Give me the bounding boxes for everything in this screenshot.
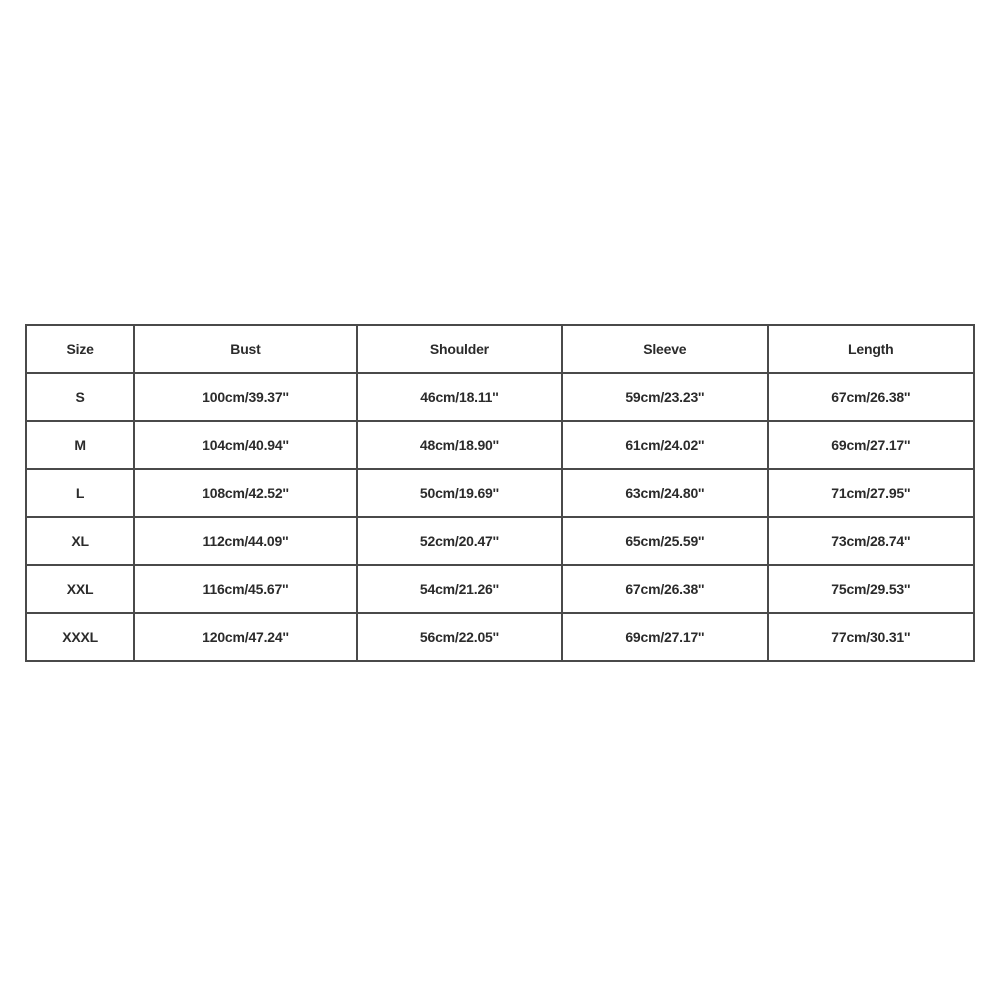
table-row: [26, 517, 974, 565]
cell-length: 75cm/29.53'': [768, 565, 974, 613]
cell-sleeve: 67cm/26.38'': [562, 565, 767, 613]
cell-sleeve: 69cm/27.17'': [562, 613, 767, 661]
table-header-row: [26, 325, 974, 373]
cell-bust: 100cm/39.37'': [134, 373, 356, 421]
cell-size: XXXL: [26, 613, 134, 661]
cell-shoulder: 52cm/20.47'': [357, 517, 562, 565]
table-row: [26, 373, 974, 421]
cell-size: XL: [26, 517, 134, 565]
cell-shoulder: 48cm/18.90'': [357, 421, 562, 469]
cell-shoulder: 56cm/22.05'': [357, 613, 562, 661]
cell-size: L: [26, 469, 134, 517]
cell-sleeve: 59cm/23.23'': [562, 373, 767, 421]
cell-length: 73cm/28.74'': [768, 517, 974, 565]
table-row: [26, 565, 974, 613]
header-shoulder: Shoulder: [357, 325, 562, 373]
header-sleeve: Sleeve: [562, 325, 767, 373]
cell-bust: 104cm/40.94'': [134, 421, 356, 469]
cell-sleeve: 63cm/24.80'': [562, 469, 767, 517]
cell-bust: 116cm/45.67'': [134, 565, 356, 613]
cell-length: 71cm/27.95'': [768, 469, 974, 517]
cell-size: S: [26, 373, 134, 421]
cell-length: 69cm/27.17'': [768, 421, 974, 469]
table-row: [26, 613, 974, 661]
header-size: Size: [26, 325, 134, 373]
cell-length: 67cm/26.38'': [768, 373, 974, 421]
cell-shoulder: 54cm/21.26'': [357, 565, 562, 613]
cell-size: XXL: [26, 565, 134, 613]
cell-shoulder: 46cm/18.11'': [357, 373, 562, 421]
header-length: Length: [768, 325, 974, 373]
cell-sleeve: 61cm/24.02'': [562, 421, 767, 469]
table-row: [26, 421, 974, 469]
size-chart-table: [25, 324, 975, 662]
cell-sleeve: 65cm/25.59'': [562, 517, 767, 565]
cell-shoulder: 50cm/19.69'': [357, 469, 562, 517]
cell-size: M: [26, 421, 134, 469]
cell-bust: 120cm/47.24'': [134, 613, 356, 661]
cell-bust: 112cm/44.09'': [134, 517, 356, 565]
cell-bust: 108cm/42.52'': [134, 469, 356, 517]
table-row: [26, 469, 974, 517]
cell-length: 77cm/30.31'': [768, 613, 974, 661]
header-bust: Bust: [134, 325, 356, 373]
